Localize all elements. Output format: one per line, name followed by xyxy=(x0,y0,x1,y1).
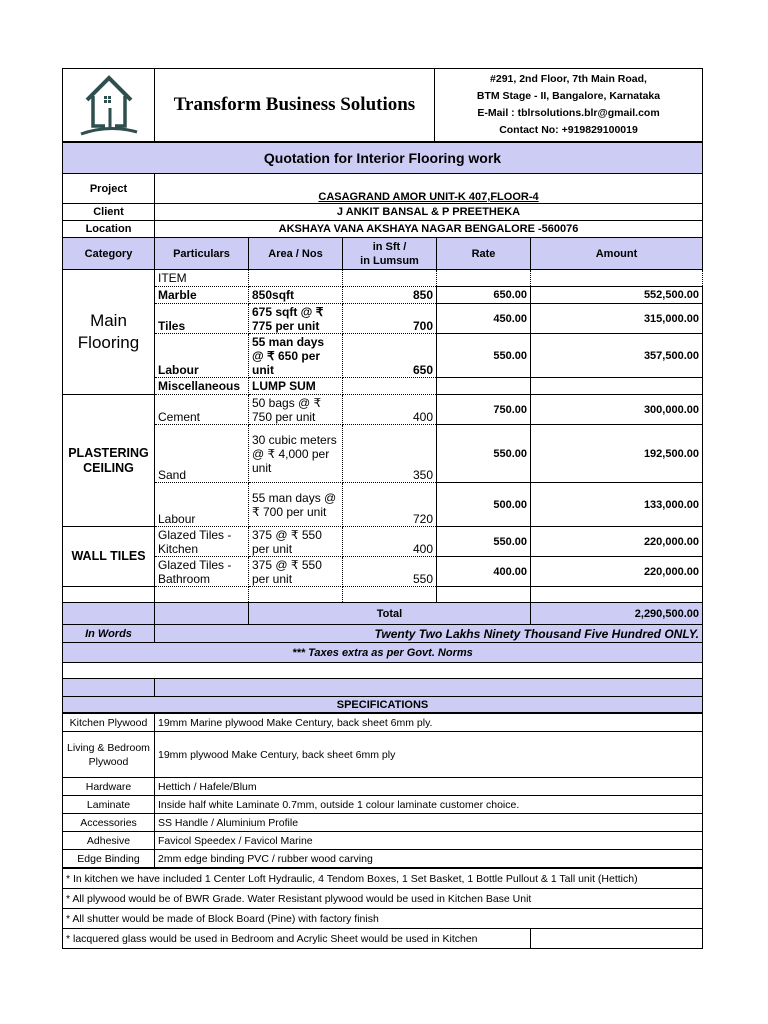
row-amount: 315,000.00 xyxy=(531,304,703,334)
col-rate: Rate xyxy=(437,238,531,270)
row-particulars: ITEM xyxy=(155,270,249,287)
category-wall-tiles: WALL TILES xyxy=(63,527,155,587)
row-rate xyxy=(437,270,531,287)
in-words-row xyxy=(63,625,703,643)
taxes-note: *** Taxes extra as per Govt. Norms xyxy=(63,643,703,663)
row-particulars: Cement xyxy=(155,395,249,425)
contact-line: Contact No: +919829100019 xyxy=(499,124,638,136)
spec-key: Hardware xyxy=(63,778,155,796)
row-rate: 750.00 xyxy=(437,395,531,425)
row-rate: 500.00 xyxy=(437,483,531,527)
note-line: * lacquered glass would be used in Bedroom and Acrylic Sheet would be used in Kitchen xyxy=(63,929,531,949)
spec-key: Laminate xyxy=(63,796,155,814)
location-label: Location xyxy=(63,221,155,238)
row-qty: 350 xyxy=(343,425,437,483)
logo-cell xyxy=(63,69,155,142)
address-line: BTM Stage - II, Bangalore, Karnataka xyxy=(476,90,661,102)
row-rate: 400.00 xyxy=(437,557,531,587)
col-area: Area / Nos xyxy=(249,238,343,270)
blank-row xyxy=(63,663,703,679)
total-label: Total xyxy=(249,603,531,625)
row-rate: 650.00 xyxy=(437,287,531,304)
row-area xyxy=(249,270,343,287)
spec-value: 2mm edge binding PVC / rubber wood carving xyxy=(155,850,703,868)
row-qty: 650 xyxy=(343,334,437,378)
spec-value: 19mm plywood Make Century, back sheet 6mm ply xyxy=(155,732,703,778)
in-words-value: Twenty Two Lakhs Ninety Thousand Five Hundred ONLY. xyxy=(155,625,703,643)
client-label: Client xyxy=(63,204,155,221)
row-particulars: Labour xyxy=(155,334,249,378)
row-qty xyxy=(343,378,437,395)
row-rate: 550.00 xyxy=(437,425,531,483)
specifications-table xyxy=(62,713,703,868)
row-particulars: Glazed Tiles - Bathroom xyxy=(155,557,249,587)
row-particulars: Sand xyxy=(155,425,249,483)
row-particulars: Marble xyxy=(155,287,249,304)
quotation-table xyxy=(62,142,703,713)
spec-key: Edge Binding xyxy=(63,850,155,868)
spec-value: Hettich / Hafele/Blum xyxy=(155,778,703,796)
quotation-sheet xyxy=(62,68,702,949)
row-amount xyxy=(531,378,703,395)
row-area: 30 cubic meters @ ₹ 4,000 per unit xyxy=(249,425,343,483)
col-qty: in Sft / in Lumsum xyxy=(343,238,437,270)
row-rate xyxy=(437,378,531,395)
col-amount: Amount xyxy=(531,238,703,270)
row-area: 375 @ ₹ 550 per unit xyxy=(249,557,343,587)
project-label: Project xyxy=(63,174,155,204)
header-table xyxy=(62,68,703,142)
row-area: 850sqft xyxy=(249,287,343,304)
row-area: 50 bags @ ₹ 750 per unit xyxy=(249,395,343,425)
blank-row xyxy=(63,587,703,603)
col-category: Category xyxy=(63,238,155,270)
row-amount: 357,500.00 xyxy=(531,334,703,378)
spec-key: Accessories xyxy=(63,814,155,832)
notes-table xyxy=(62,868,703,949)
address-line: #291, 2nd Floor, 7th Main Road, xyxy=(490,73,647,85)
company-address xyxy=(435,69,703,142)
row-particulars: Glazed Tiles - Kitchen xyxy=(155,527,249,557)
spec-value: Inside half white Laminate 0.7mm, outside 1 colour laminate customer choice. xyxy=(155,796,703,814)
spec-value: Favicol Speedex / Favicol Marine xyxy=(155,832,703,850)
row-qty: 720 xyxy=(343,483,437,527)
note-line: * In kitchen we have included 1 Center Loft Hydraulic, 4 Tendom Boxes, 1 Set Basket, 1 Bottle Pullout & 1 Tall unit (Hettich) xyxy=(63,869,703,889)
row-amount: 133,000.00 xyxy=(531,483,703,527)
row-qty: 550 xyxy=(343,557,437,587)
total-row xyxy=(63,603,703,625)
row-particulars: Miscellaneous xyxy=(155,378,249,395)
blank-row xyxy=(63,679,703,697)
client-value: J ANKIT BANSAL & P PREETHEKA xyxy=(155,204,703,221)
location-value: AKSHAYA VANA AKSHAYA NAGAR BENGALORE -560076 xyxy=(155,221,703,238)
row-rate: 450.00 xyxy=(437,304,531,334)
note-line: * All shutter would be made of Block Board (Pine) with factory finish xyxy=(63,909,703,929)
spec-value: SS Handle / Aluminium Profile xyxy=(155,814,703,832)
blank-cell xyxy=(531,929,703,949)
spec-key: Living & Bedroom Plywood xyxy=(63,732,155,778)
row-particulars: Labour xyxy=(155,483,249,527)
spec-key: Kitchen Plywood xyxy=(63,714,155,732)
row-particulars: Tiles xyxy=(155,304,249,334)
category-main-flooring: Main Flooring xyxy=(63,270,155,395)
company-name: Transform Business Solutions xyxy=(155,69,435,142)
row-area: 55 man days @ ₹ 650 per unit xyxy=(249,334,343,378)
row-rate: 550.00 xyxy=(437,334,531,378)
row-area: LUMP SUM xyxy=(249,378,343,395)
row-qty: 850 xyxy=(343,287,437,304)
specifications-heading: SPECIFICATIONS xyxy=(63,697,703,713)
total-amount: 2,290,500.00 xyxy=(531,603,703,625)
note-line: * All plywood would be of BWR Grade. Water Resistant plywood would be used in Kitchen Base Unit xyxy=(63,889,703,909)
row-qty: 400 xyxy=(343,527,437,557)
email-line: E-Mail : tblrsolutions.blr@gmail.com xyxy=(477,107,660,119)
row-qty xyxy=(343,270,437,287)
col-particulars: Particulars xyxy=(155,238,249,270)
row-area: 675 sqft @ ₹ 775 per unit xyxy=(249,304,343,334)
row-qty: 700 xyxy=(343,304,437,334)
row-rate: 550.00 xyxy=(437,527,531,557)
category-plastering: PLASTERING CEILING xyxy=(63,395,155,527)
row-amount: 220,000.00 xyxy=(531,527,703,557)
in-words-label: In Words xyxy=(63,625,155,643)
row-amount: 220,000.00 xyxy=(531,557,703,587)
row-amount: 552,500.00 xyxy=(531,287,703,304)
row-amount xyxy=(531,270,703,287)
spec-value: 19mm Marine plywood Make Century, back sheet 6mm ply. xyxy=(155,714,703,732)
row-area: 55 man days @ ₹ 700 per unit xyxy=(249,483,343,527)
row-amount: 300,000.00 xyxy=(531,395,703,425)
spec-key: Adhesive xyxy=(63,832,155,850)
row-area: 375 @ ₹ 550 per unit xyxy=(249,527,343,557)
row-amount: 192,500.00 xyxy=(531,425,703,483)
page-title: Quotation for Interior Flooring work xyxy=(63,143,703,174)
project-value: CASAGRAND AMOR UNIT-K 407,FLOOR-4 xyxy=(155,174,703,204)
house-logo-icon xyxy=(77,70,141,138)
row-qty: 400 xyxy=(343,395,437,425)
